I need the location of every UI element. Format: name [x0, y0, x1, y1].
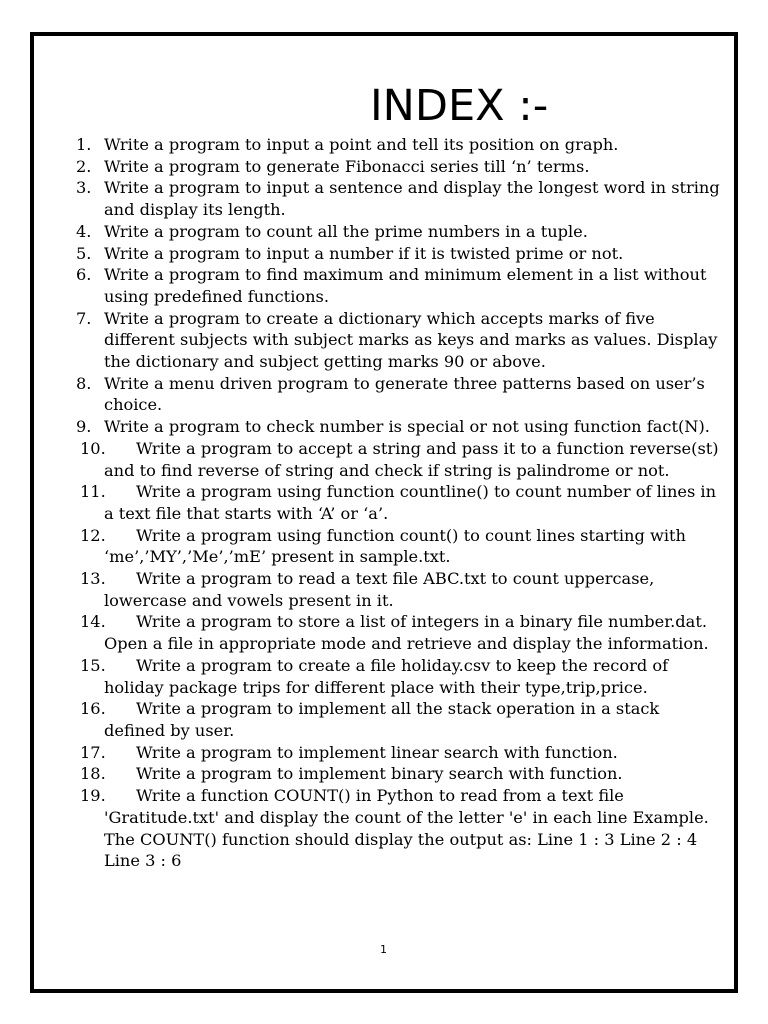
item-text: Write a program using function countline() to count number of lines in a text file that starts with ‘A’ or ‘a’. — [104, 482, 717, 523]
index-item — [76, 221, 720, 243]
item-text: Write a program to input a sentence and display the longest word in string and display its length. — [104, 178, 720, 220]
item-number: 13. — [80, 569, 106, 589]
item-number: 12. — [80, 525, 106, 545]
index-item — [76, 416, 720, 438]
index-item — [76, 177, 720, 220]
item-text: Write a function COUNT() in Python to read from a text file 'Gratitude.txt' and display the count of the letter 'e' in each line Example. The COUNT() function should display the output as: Line 1 : 3 Line 2 : 4 Line 3 : 6 — [104, 786, 709, 871]
index-item — [76, 156, 720, 178]
item-number: 15. — [80, 655, 106, 675]
item-number: 11. — [80, 482, 106, 502]
item-number: 6. — [76, 265, 92, 285]
item-text: Write a program to create a file holiday.csv to keep the record of holiday package trips for different place with their type,trip,price. — [104, 655, 669, 697]
item-text: Write a program to read a text file ABC.txt to count uppercase, lowercase and vowels present in it. — [104, 569, 655, 610]
item-number: 3. — [76, 178, 92, 198]
item-number: 5. — [76, 243, 92, 263]
item-text: Write a program using function count() to count lines starting with ‘me’,’MY’,’Me’,’mE’ present in sample.txt. — [104, 525, 686, 567]
item-text: Write a program to find maximum and minimum element in a list without using predefined functions. — [104, 265, 707, 306]
item-text: Write a program to input a point and tell its position on graph. — [104, 135, 619, 154]
index-item — [76, 568, 720, 611]
page-number: 1 — [380, 943, 387, 956]
item-text: Write a program to create a dictionary which accepts marks of five different subjects with subject marks as keys and marks as values. Display the dictionary and subject getting marks 90 or above. — [104, 308, 718, 372]
item-text: Write a program to accept a string and pass it to a function reverse(st) and to find reverse of string and check if string is palindrome or not. — [104, 438, 719, 480]
item-number: 19. — [80, 786, 106, 806]
index-item — [76, 438, 720, 481]
item-number: 9. — [76, 417, 92, 437]
item-text: Write a menu driven program to generate three patterns based on user’s choice. — [104, 373, 705, 415]
item-number: 18. — [80, 764, 106, 784]
item-number: 16. — [80, 699, 106, 719]
item-number: 1. — [76, 135, 92, 154]
item-text: Write a program to input a number if it is twisted prime or not. — [104, 243, 624, 263]
index-item — [76, 134, 720, 156]
item-text: Write a program to implement all the stack operation in a stack defined by user. — [104, 699, 660, 740]
index-item — [76, 481, 720, 524]
item-text: Write a program to implement binary search with function. — [136, 764, 623, 784]
item-number: 2. — [76, 156, 92, 176]
index-list — [76, 134, 720, 872]
item-number: 10. — [80, 438, 106, 458]
item-text: Write a program to check number is special or not using function fact(N). — [104, 417, 710, 437]
item-text: Write a program to generate Fibonacci series till ‘n’ terms. — [104, 156, 590, 176]
item-text: Write a program to count all the prime numbers in a tuple. — [104, 221, 588, 241]
index-item — [76, 243, 720, 265]
index-item — [76, 611, 720, 654]
index-item — [76, 308, 720, 373]
index-item — [76, 785, 720, 872]
item-number: 4. — [76, 221, 92, 241]
index-item — [76, 763, 720, 785]
index-item — [76, 373, 720, 416]
index-item — [76, 742, 720, 764]
item-text: Write a program to implement linear search with function. — [136, 742, 618, 762]
index-item — [76, 525, 720, 568]
item-text: Write a program to store a list of integers in a binary file number.dat. Open a file in appropriate mode and retrieve and display the information. — [104, 612, 709, 654]
item-number: 7. — [76, 308, 92, 328]
index-item — [76, 698, 720, 741]
index-item — [76, 264, 720, 307]
item-number: 17. — [80, 742, 106, 762]
index-item — [76, 655, 720, 698]
item-number: 14. — [80, 612, 106, 632]
page-title: INDEX :- — [370, 81, 549, 131]
item-number: 8. — [76, 373, 92, 393]
